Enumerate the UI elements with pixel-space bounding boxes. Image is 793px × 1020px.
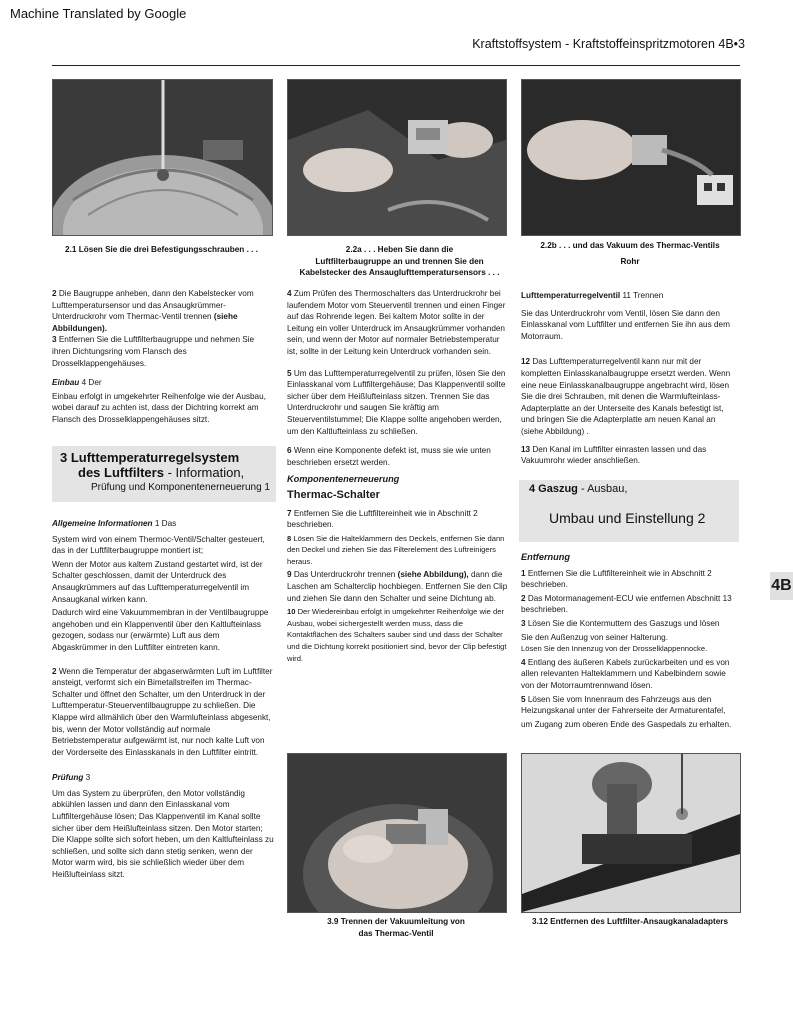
section-4-heading-box: 4 Gaszug - Ausbau, Umbau und Einstellung 2 [519, 480, 739, 542]
column-1-lower: Allgemeine Informationen 1 Das System wird von einem Thermoc-Ventil/Schalter gesteuert, das in der Luftfilterbaugruppe montiert ist; Wenn der Motor aus kaltem Zustand gestartet wird, ist der Schalter geschlossen, damit der Unterdruck des Ansaugkrümmers auf das Lufttemperaturregelventil im Ansaugkanal wirken kann. Dadurch wird eine Vakuummembran in der Ventilbaugruppe angehoben und ein Klappenventil über den Kaltlufteinlass gezogen, sodass nur (erwärmte) Luft aus dem Abgaskrümmer in den Luftfilter eintreten kann. 2 Wenn die Temperatur der abgaserwärmten Luft im Luftfilter ansteigt, verformt sich ein Bimetallstreifen im Thermac-Schalter und öffnet den Schalter, um den Unterdruck in der Lufttemperatur-Steuerventilbaugruppe zu schließen. Die Klappe wird allmählich über den Warmlufteinlass abgesenkt, bis, wenn der Motor vollständig auf normale Betriebstemperatur aufgewärmt ist, nur noch kalte Luft von der Vorderseite des Einlasskanals in den Luftfilter eintritt. Prüfung 3 Um das System zu überprüfen, den Motor vollständig abkühlen lassen und dann den Einlasskanal vom Luftfiltergehäuse lösen; Das Klappenventil im Kanal sollte sicher über dem Heißlufteinlass sitzen. Den Motor starten; Die Klappe sollte sich sofort heben, um den Kaltlufteinlass zu schließen, und sollte sich dann stetig senken, wenn der Motor warm wird, bis sie schließlich wieder über dem Heißlufteinlass sitzt. [52, 519, 274, 880]
column-2: 4 Zum Prüfen des Thermoschalters das Unterdruckrohr bei laufendem Motor vom Steuerventil trennen und einen Finger auf das Rohrende legen. Bei kaltem Motor sollte in der Leitung ein voller Unterdruck im Ansaugkrümmer vorhanden sein, und wenn der Motor auf normaler Betriebstemperatur ist, sollte in der Leitung kein Unterdruck vorhanden sein. 5 Um das Lufttemperaturregelventil zu prüfen, lösen Sie den Einlasskanal vom Luftfiltergehäuse; Das Klappenventil sollte sicher über dem Heißlufteinlass sitzen. Trennen Sie das Unterdruckrohr und saugen Sie kräftig am Steuerventilstummel; Die Klappe sollte angehoben werden, um den Kaltlufteinlass zu schließen. 6 Wenn eine Komponente defekt ist, muss sie wie unten beschrieben ersetzt werden. Komponentenerneuerung Thermac-Schalter 7 Entfernen Sie die Luftfiltereinheit wie in Abschnitt 2 beschrieben. 8 Lösen Sie die Halteklammern des Deckels, entfernen Sie dann den Deckel und ziehen Sie das Filterelement des Luftreinigers heraus. 9 Das Unterdruckrohr trennen (siehe Abbildung), dann die Laschen am Schalterclip hochbiegen. Entfernen Sie den Clip und ziehen Sie dann den Schalter und seine Dichtung ab. 10 Der Wiedereinbau erfolgt in umgekehrter Reihenfolge wie der Ausbau, wobei sichergestellt werden muss, dass die Kontaktflächen des Schalters sauber sind und dass der Schalter und die Dichtung korrekt positioniert sind, bevor der Clip befestigt wird. [287, 289, 508, 663]
section-3-title: 3 Lufttemperaturregelsystem [60, 450, 240, 465]
section-4-title: 4 Gaszug - Ausbau, [529, 483, 628, 495]
caption-2-2b: 2.2b . . . und das Vakuum des Thermac-Ventils Rohr [540, 241, 720, 266]
air-filter-screws-photo [52, 79, 273, 236]
column-1-upper: 2 Die Baugruppe anheben, dann den Kabelstecker vom Lufttemperatursensor und das Ansaugkrümmer-Unterdruckrohr vom Thermac-Ventil trennen (siehe Abbildungen). 3 Entfernen Sie die Luftfilterbaugruppe und nehmen Sie ihren Dichtungsring vom Flansch des Drosselklappengehäuses. Einbau 4 Der Einbau erfolgt in umgekehrter Reihenfolge wie der Ausbau, wobei darauf zu achten ist, dass der Dichtring korrekt am Flansch des Drosselklappengehäuses sitzt. [52, 289, 266, 424]
vacuum-pipe-photo [521, 79, 741, 236]
sensor-connector-photo [287, 79, 507, 236]
duct-adapter-photo [521, 753, 741, 913]
running-title: Kraftstoffsystem - Kraftstoffeinspritzmotoren 4B•3 [472, 37, 745, 51]
caption-3-9: 3.9 Trennen der Vakuumleitung von das Thermac-Ventil [327, 917, 465, 938]
column-3-lower: Entfernung 1 Entfernen Sie die Luftfiltereinheit wie in Abschnitt 2 beschrieben. 2 Das Motormanagement-ECU wie entfernen Abschnitt 13 beschrieben. 3 Lösen Sie die Kontermuttern des Gaszugs und lösen Sie den Außenzug von seiner Halterung. Lösen Sie den Innenzug von der Drosselklappennocke. 4 Entlang des äußeren Kabels zurückarbeiten und es von allen relevanten Halteklammern und Kabelbindern sowie von der Motorraumtrennwand lösen. 5 Lösen Sie vom Innenraum des Fahrzeugs aus den Heizungskanal unter der Fahrerseite der Armaturentafel, um Zugang zum oberen Ende des Gaspedals zu erhalten. [521, 552, 732, 729]
caption-2-1: 2.1 Lösen Sie die drei Befestigungsschrauben . . . [65, 245, 258, 254]
machine-translated-label: Machine Translated by Google [10, 6, 187, 21]
side-tab: 4B [770, 572, 793, 600]
header-rule [52, 65, 740, 66]
column-3-upper: Lufttemperaturregelventil 11 Trennen Sie das Unterdruckrohr vom Ventil, lösen Sie dann den Einlasskanal vom Luftfilter und entfernen Sie ihn aus dem Motorraum. 12 Das Lufttemperaturregelventil kann nur mit der kompletten Einlasskanalbaugruppe ersetzt werden. Wenn eine neue Einlasskanalbaugruppe angebracht wird, lösen Sie die drei Schrauben, mit denen die Warmlufteinlass-Adapterplatte an der Unterseite des Kanals befestigt ist, und bringen Sie die Adapterplatte am neuen Kanal an (siehe Abbildung) . 13 Den Kanal im Luftfilter einrasten lassen und das Vakuumrohr wieder anschließen. [521, 291, 731, 466]
section-3-heading-box: 3 Lufttemperaturregelsystem des Luftfilters - Information, Prüfung und Komponentenerneuerung 1 [52, 446, 276, 502]
caption-2-2a: 2.2a . . . Heben Sie dann die Luftfilterbaugruppe an und trennen Sie den Kabelstecker des Ansauglufttemperatursensors . . . [299, 245, 500, 277]
vacuum-hose-thermac-photo [287, 753, 507, 913]
caption-3-12: 3.12 Entfernen des Luftfilter-Ansaugkanaladapters [531, 917, 729, 926]
